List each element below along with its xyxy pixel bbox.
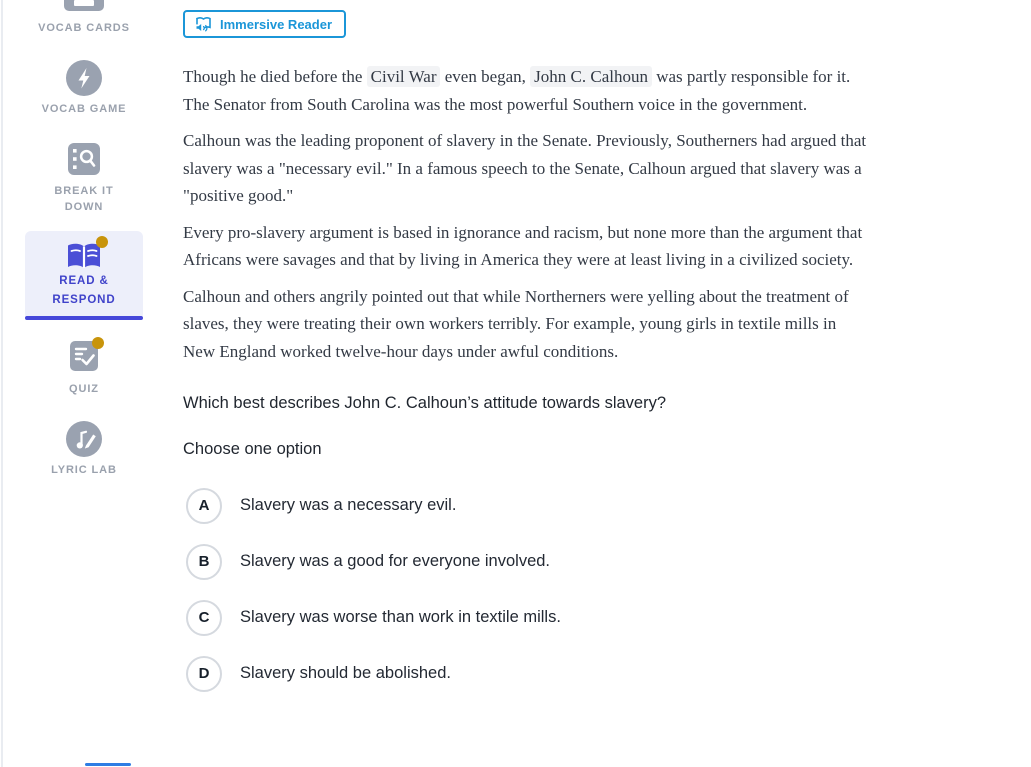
immersive-reader-button[interactable] (183, 10, 346, 38)
option-text: Slavery was a necessary evil. (240, 496, 457, 514)
sidebar-item-label: VOCAB GAME (41, 103, 127, 115)
option-letter-badge[interactable]: D (186, 656, 222, 692)
vocab-term[interactable]: John C. Calhoun (530, 66, 652, 87)
sidebar-item-label: LYRIC LAB (51, 464, 117, 476)
vocab-cards-icon (64, 0, 104, 11)
answer-option-c[interactable] (186, 599, 868, 636)
option-letter-badge[interactable]: B (186, 544, 222, 580)
music-note-pencil-icon (66, 421, 102, 457)
passage-text: Though he died before the (183, 67, 367, 86)
film-magnifier-icon (68, 143, 100, 175)
lesson-sidebar (0, 0, 170, 767)
answer-option-a[interactable] (186, 487, 868, 524)
answer-option-b[interactable] (186, 543, 868, 580)
passage-paragraph (183, 63, 868, 118)
question-prompt: Which best describes John C. Calhoun’s attitude towards slavery? (183, 394, 667, 412)
sidebar-item-label: QUIZ (69, 383, 99, 395)
immersive-reader-icon (195, 16, 212, 33)
question-instruction: Choose one option (183, 440, 322, 458)
passage-paragraph (183, 219, 868, 274)
notification-badge (92, 337, 104, 349)
option-text: Slavery should be abolished. (240, 664, 451, 682)
sidebar-item-label: READ & RESPOND (52, 275, 116, 306)
passage-text: even began, (440, 67, 531, 86)
lightning-bolt-icon (66, 60, 102, 96)
option-text: Slavery was a good for everyone involved. (240, 552, 551, 570)
passage-text: was partly responsible for it. The Senator from South Carolina was the most powerful Southern voice in the government. (183, 67, 851, 114)
option-text: Slavery was worse than work in textile mills. (240, 608, 561, 626)
notification-badge (96, 236, 108, 248)
immersive-reader-label: Immersive Reader (220, 16, 333, 32)
passage-paragraph (183, 127, 868, 210)
answer-option-d[interactable] (186, 655, 868, 692)
read-respond-content (183, 0, 883, 711)
answer-options (186, 487, 868, 692)
active-item-underline (25, 316, 143, 320)
option-letter-badge[interactable]: A (186, 488, 222, 524)
sidebar-item-label: BREAK IT DOWN (54, 185, 114, 213)
passage-text: Calhoun was the leading proponent of slavery in the Senate. Previously, Southerners had argued that slavery was a "necessary evil." In a famous speech to the Senate, Calhoun argued that slavery was a "positive good." (183, 131, 867, 205)
bottom-scroll-indicator (85, 763, 131, 766)
vocab-term[interactable]: Civil War (367, 66, 441, 87)
passage-paragraph (183, 283, 868, 366)
passage-text: Every pro-slavery argument is based in ignorance and racism, but none more than the argument that Africans were savages and that by living in America they were at least living in a civilized society. (183, 222, 863, 269)
reading-passage (183, 63, 868, 365)
option-letter-badge[interactable]: C (186, 600, 222, 636)
passage-text: Calhoun and others angrily pointed out that while Northerners were yelling about the treatment of slaves, they were treating their own workers terribly. For example, young girls in textile mills in New England worked twelve-hour days under awful conditions. (183, 286, 849, 361)
sidebar-item-label: VOCAB CARDS (38, 22, 130, 34)
question-block (183, 392, 868, 692)
